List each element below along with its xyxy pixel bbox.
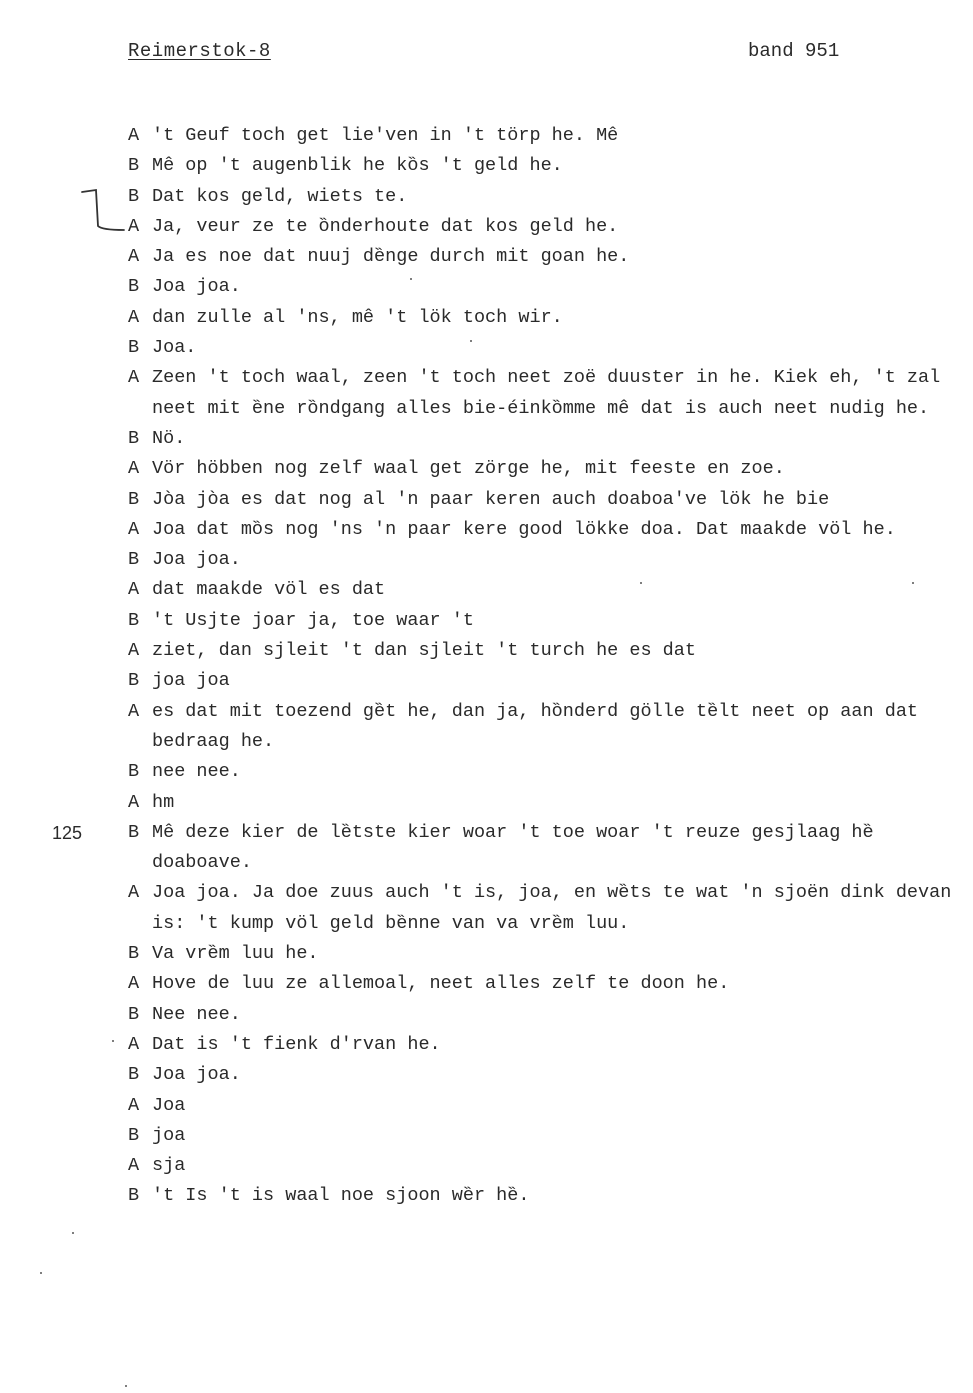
speaker-label: B [128,427,140,449]
transcript-turn [128,151,958,181]
speaker-label: B [128,1185,140,1207]
transcript-turn [128,1091,958,1121]
utterance-text: Mê op 't augenblik he kȍs 't geld he. [152,155,563,177]
speaker-label: B [128,761,140,783]
utterance-text: hm [152,791,175,813]
tape-number: band 951 [748,40,840,62]
speaker-label: B [128,1064,140,1086]
paper-speck [640,582,642,584]
transcript-turn [128,878,963,939]
transcript-turn [128,272,958,302]
speaker-label: B [128,185,140,207]
utterance-text: nee nee. [152,761,241,783]
speaker-label: B [128,488,140,510]
speaker-label: A [128,246,140,268]
paper-speck [40,1272,42,1274]
utterance-text: Nee nee. [152,1003,241,1025]
speaker-label: A [128,306,140,328]
utterance-text: 't Geuf toch get lie'ven in 't törp he. Mê [152,125,619,146]
transcript-turn [128,666,958,696]
transcript-turn [128,1060,958,1090]
paper-speck [912,582,914,584]
utterance-text: Va vrȅm luu he. [152,943,319,965]
utterance-text: Vör höbben nog zelf waal get zörge he, mit feeste en zoe. [152,458,785,480]
transcript-turn [128,939,958,969]
utterance-text: Nö. [152,427,186,449]
speaker-label: B [128,609,140,631]
transcript-turn [128,515,958,545]
speaker-label: A [128,367,140,389]
speaker-label: A [128,579,140,601]
utterance-text: Ja, veur ze te ȍnderhoute dat kos geld he. [152,215,619,237]
transcript-turn [128,1030,958,1060]
transcript-turn [128,424,958,454]
paper-speck [125,1385,127,1387]
utterance-text: Hove de luu ze allemoal, neet alles zelf te doon he. [152,973,730,995]
transcript [52,121,963,1212]
transcript-turn [52,818,958,879]
document-title: Reimerstok-8 [128,40,271,62]
speaker-label: B [128,943,140,965]
utterance-text: Joa [152,1094,186,1116]
speaker-label: B [128,155,140,177]
speaker-label: B [128,1003,140,1025]
speaker-label: A [128,640,140,662]
transcript-turn [128,454,958,484]
transcript-turn [128,1181,958,1211]
utterance-text: Jòa jòa es dat nog al 'n paar keren auch doaboa've lök he bie [152,488,830,510]
transcript-turn [128,575,958,605]
transcript-turn [128,636,958,666]
utterance-text: joa [152,1124,186,1146]
utterance-text: Joa. [152,337,197,359]
speaker-label: A [128,1094,140,1116]
speaker-label: A [128,518,140,540]
paper-speck [470,340,472,342]
utterance-text: joa joa [152,670,230,692]
paper-speck [410,278,412,280]
paper-speck [72,1232,74,1234]
margin-bracket-mark [78,186,128,232]
utterance-text: Joa joa. Ja doe zuus auch 't is, joa, en wȅts te wat 'n sjoën dink devan is: 't kump völ geld bȅnne van va vrȅm luu. [152,882,963,934]
transcript-turn [128,697,958,758]
transcript-turn [128,182,958,212]
utterance-text: Ja es noe dat nuuj dȅnge durch mit goan he. [152,246,630,268]
speaker-label: B [128,1124,140,1146]
transcript-turn [128,333,958,363]
speaker-label: A [128,882,140,904]
speaker-label: A [128,215,140,237]
speaker-label: A [128,791,140,813]
utterance-text: Dat is 't fienk d'rvan he. [152,1033,441,1055]
utterance-text: Mê deze kier de lȅtste kier woar 't toe woar 't reuze gesjlaag hȅ doaboave. [152,821,885,874]
transcript-turn [128,757,958,787]
utterance-text: Zeen 't toch waal, zeen 't toch neet zoë duuster in he. Kiek eh, 't zal neet mit ȅne rȍndgang alles bie-éinkȍmme mê dat is auch neet nudig he. [152,367,952,419]
speaker-label: A [128,125,140,146]
utterance-text: Dat kos geld, wiets te. [152,185,408,207]
speaker-label: B [128,337,140,359]
transcript-turn [128,788,958,818]
utterance-text: sja [152,1155,186,1177]
paper-speck [112,1040,114,1042]
speaker-label: B [128,549,140,571]
utterance-text: dan zulle al 'ns, mê 't lök toch wir. [152,306,563,328]
speaker-label: A [128,1033,140,1055]
speaker-label: A [128,700,140,722]
transcript-turn [128,121,958,151]
speaker-label: A [128,458,140,480]
transcript-turn [128,1151,958,1181]
transcript-turn [128,1000,958,1030]
transcript-turn [128,242,958,272]
utterance-text: ziet, dan sjleit 't dan sjleit 't turch he es dat [152,640,696,662]
transcript-turn [128,303,958,333]
utterance-text: es dat mit toezend gȅt he, dan ja, hȍnderd gölle tȅlt neet op aan dat bedraag he. [152,700,930,752]
transcript-turn [128,606,958,636]
transcript-turn [128,969,958,999]
speaker-label: A [128,1155,140,1177]
utterance-text: 't Usjte joar ja, toe waar 't [152,609,474,631]
utterance-text: dat maakde völ es dat [152,579,386,601]
utterance-text: Joa joa. [152,549,241,571]
transcript-turn [128,1121,958,1151]
transcript-turn [128,545,958,575]
transcript-turn [128,212,958,242]
speaker-label: B [128,821,140,843]
speaker-label: A [128,973,140,995]
utterance-text: Joa joa. [152,276,241,298]
speaker-label: B [128,670,140,692]
transcript-turn [128,363,958,424]
margin-line-number: 125 [52,822,83,843]
utterance-text: Joa joa. [152,1064,241,1086]
speaker-label: B [128,276,140,298]
utterance-text: 't Is 't is waal noe sjoon wȅr hȅ. [152,1185,530,1207]
transcript-turn [128,485,958,515]
utterance-text: Joa dat mȍs nog 'ns 'n paar kere good lökke doa. Dat maakde völ he. [152,518,896,540]
